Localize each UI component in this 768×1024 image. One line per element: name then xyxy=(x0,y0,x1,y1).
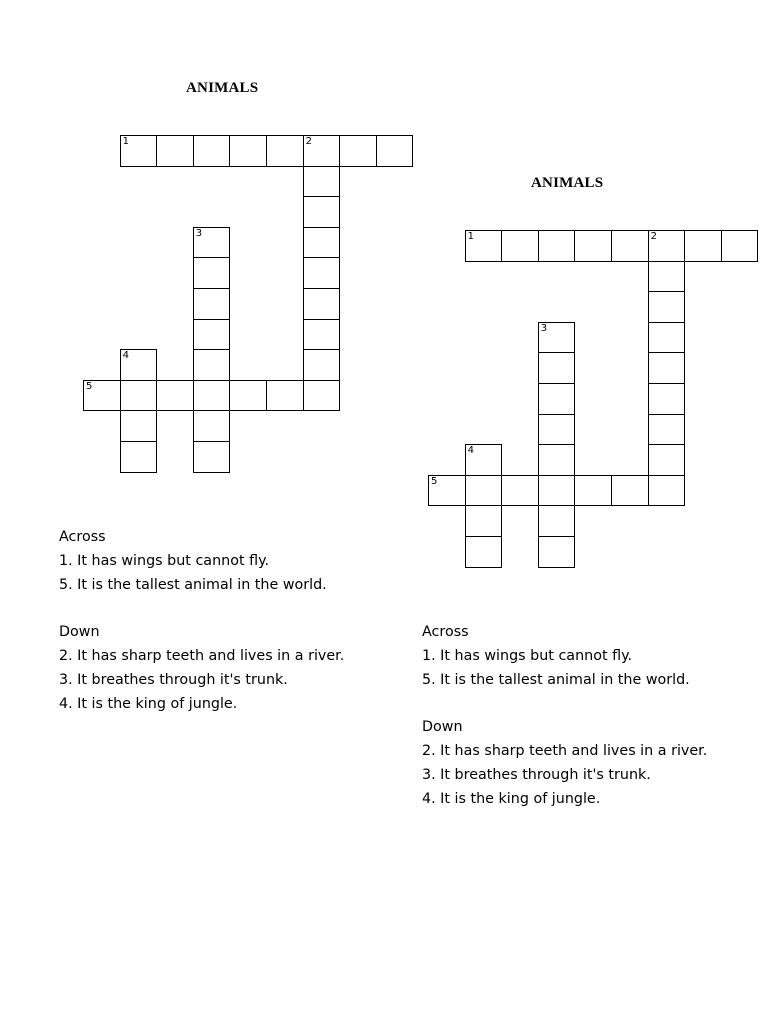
grid-cell[interactable] xyxy=(266,380,304,412)
grid-cell[interactable] xyxy=(684,230,722,262)
clue-number: 4 xyxy=(467,445,474,457)
puzzle-title: ANIMALS xyxy=(186,80,259,96)
grid-cell[interactable] xyxy=(193,349,231,381)
clue-number: 3 xyxy=(195,227,203,239)
across-clue-1: 1. It has wings but cannot fly. xyxy=(422,647,633,664)
grid-cell[interactable] xyxy=(120,410,158,442)
grid-cell[interactable] xyxy=(538,444,576,476)
grid-cell[interactable] xyxy=(538,230,576,262)
grid-cell[interactable] xyxy=(428,475,466,507)
clue-number: 2 xyxy=(650,231,657,242)
grid-cell[interactable] xyxy=(193,410,231,442)
grid-cell[interactable] xyxy=(648,322,686,354)
grid-cell[interactable] xyxy=(303,227,341,259)
puzzle-title: ANIMALS xyxy=(531,175,604,191)
clue-number: 5 xyxy=(86,380,93,392)
grid-cell[interactable] xyxy=(648,352,686,384)
crossword-puzzle-1 xyxy=(0,0,345,712)
grid-cell[interactable] xyxy=(538,505,576,537)
grid-cell[interactable] xyxy=(303,196,341,228)
grid-cell[interactable] xyxy=(120,135,158,167)
grid-cell[interactable] xyxy=(648,444,686,476)
grid-cell[interactable] xyxy=(538,322,576,354)
down-clue-4: 4. It is the king of jungle. xyxy=(59,695,238,712)
grid-cell[interactable] xyxy=(465,475,503,507)
grid-cell[interactable] xyxy=(721,230,759,262)
grid-cell[interactable] xyxy=(303,166,341,198)
across-heading: Across xyxy=(59,529,106,545)
grid-cell[interactable] xyxy=(120,441,158,473)
grid-cell[interactable] xyxy=(648,230,686,262)
grid-cell[interactable] xyxy=(193,135,231,167)
grid-cell[interactable] xyxy=(303,257,341,289)
grid-cell[interactable] xyxy=(648,383,686,415)
grid-cell[interactable] xyxy=(648,261,686,293)
crossword-grid xyxy=(345,95,725,575)
clue-list xyxy=(422,621,752,811)
grid-cell[interactable] xyxy=(574,475,612,507)
grid-cell[interactable] xyxy=(465,536,503,568)
crossword-puzzle-2 xyxy=(345,95,708,807)
grid-cell[interactable] xyxy=(648,291,686,323)
grid-cell[interactable] xyxy=(611,230,649,262)
across-clue-5: 5. It is the tallest animal in the world. xyxy=(422,671,690,688)
clue-number: 3 xyxy=(540,322,548,334)
grid-cell[interactable] xyxy=(303,288,341,320)
grid-cell[interactable] xyxy=(538,475,576,507)
clue-number: 1 xyxy=(467,231,474,242)
grid-cell[interactable] xyxy=(120,349,158,381)
grid-cell[interactable] xyxy=(83,380,121,412)
grid-cell[interactable] xyxy=(538,414,576,446)
grid-cell[interactable] xyxy=(303,349,341,381)
grid-cell[interactable] xyxy=(465,505,503,537)
grid-cell[interactable] xyxy=(156,135,194,167)
grid-cell[interactable] xyxy=(193,227,231,259)
grid-cell[interactable] xyxy=(193,257,231,289)
grid-cell[interactable] xyxy=(303,319,341,351)
grid-cell[interactable] xyxy=(193,288,231,320)
down-clue-2: 2. It has sharp teeth and lives in a river. xyxy=(59,647,345,664)
clue-number: 4 xyxy=(122,350,129,362)
clue-list xyxy=(59,526,389,716)
grid-cell[interactable] xyxy=(303,380,341,412)
grid-cell[interactable] xyxy=(501,475,539,507)
down-heading: Down xyxy=(59,624,100,641)
grid-cell[interactable] xyxy=(538,352,576,384)
clue-number: 5 xyxy=(431,475,438,487)
across-heading: Across xyxy=(422,624,469,640)
grid-cell[interactable] xyxy=(303,135,341,167)
grid-cell[interactable] xyxy=(229,135,267,167)
grid-cell[interactable] xyxy=(120,380,158,412)
grid-cell[interactable] xyxy=(229,380,267,412)
crossword-grid xyxy=(0,0,380,480)
across-clue-1: 1. It has wings but cannot fly. xyxy=(59,552,270,569)
grid-cell[interactable] xyxy=(648,414,686,446)
grid-cell[interactable] xyxy=(156,380,194,412)
down-clue-3: 3. It breathes through it's trunk. xyxy=(422,766,651,783)
down-clue-2: 2. It has sharp teeth and lives in a river. xyxy=(422,742,708,759)
grid-cell[interactable] xyxy=(611,475,649,507)
grid-cell[interactable] xyxy=(465,230,503,262)
grid-cell[interactable] xyxy=(193,441,231,473)
grid-cell[interactable] xyxy=(465,444,503,476)
across-clue-5: 5. It is the tallest animal in the world. xyxy=(59,576,327,593)
grid-cell[interactable] xyxy=(193,319,231,351)
clue-number: 1 xyxy=(122,136,129,147)
clue-number: 2 xyxy=(305,136,312,147)
down-clue-4: 4. It is the king of jungle. xyxy=(422,790,601,807)
grid-cell[interactable] xyxy=(538,383,576,415)
grid-cell[interactable] xyxy=(648,475,686,507)
grid-cell[interactable] xyxy=(193,380,231,412)
grid-cell[interactable] xyxy=(574,230,612,262)
down-heading: Down xyxy=(422,719,463,736)
grid-cell[interactable] xyxy=(266,135,304,167)
down-clue-3: 3. It breathes through it's trunk. xyxy=(59,671,288,688)
grid-cell[interactable] xyxy=(501,230,539,262)
grid-cell[interactable] xyxy=(538,536,576,568)
